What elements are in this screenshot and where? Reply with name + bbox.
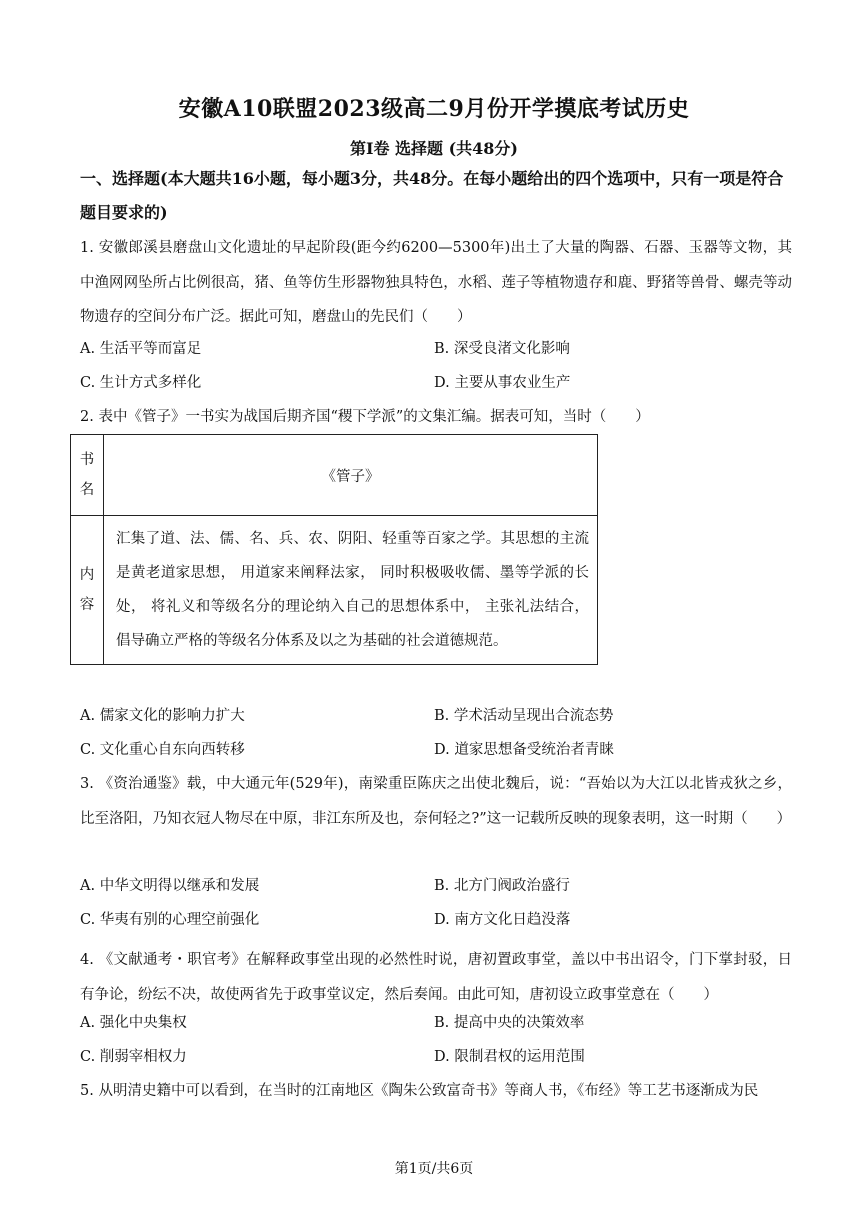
content-cell: 汇集了道、法、儒、名、兵、农、阴阳、轻重等百家之学。其思想的主流是黄老道家思想， 用道家来阐释法家， 同时积极吸收儒、墨等学派的长处， 将礼义和等级名分的理论纳入自己的思想体系中， 主张礼法结合， 倡导确立严格的等级名分体系及以之为基础的社会道德规范。	[104, 516, 598, 665]
q4-option-d: D. 限制君权的运用范围	[434, 1049, 585, 1065]
content-header-cell	[71, 516, 104, 665]
q3-option-c: C. 华夷有别的心理空前强化	[80, 912, 260, 928]
q1-stem: 1. 安徽郎溪县磨盘山文化遗址的早起阶段(距今约6200—5300年)出土了大量的陶器、石器、玉器等文物，其中渔网网坠所占比例很高，猪、鱼等仿生形器物独具特色，水稻、莲子等植物遗存和鹿、野猪等兽骨、螺壳等动物遗存的空间分布广泛。据此可知，磨盘山的先民们（ ）	[80, 240, 792, 325]
q4-stem: 4. 《文献通考・职官考》在解释政事堂出现的必然性时说，唐初置政事堂，盖以中书出诏令，门下掌封驳，日有争论，纷纭不决，故使两省先于政事堂议定，然后奏闻。由此可知，唐初设立政事堂意在（ ）	[80, 952, 792, 1003]
content-header-char-1: 内	[79, 567, 95, 583]
content-header-char-2: 容	[79, 597, 95, 613]
q1-option-b: B. 深受良渚文化影响	[434, 341, 570, 357]
exam-title: 安徽A10联盟2023级高二9月份开学摸底考试历史	[178, 96, 690, 122]
q3-stem: 3. 《资治通鉴》载，中大通元年(529年)，南梁重臣陈庆之出使北魏后，说：“吾始以为大江以北皆戎狄之乡，比至洛阳，乃知衣冠人物尽在中原，非江东所及也，奈何轻之?”这一记载所反映的现象表明，这一时期（ ）	[80, 776, 792, 827]
q4-option-c: C. 削弱宰相权力	[80, 1049, 187, 1065]
q2-option-d: D. 道家思想备受统治者青睐	[434, 742, 614, 758]
q1-option-d: D. 主要从事农业生产	[434, 375, 571, 391]
q2-option-a: A. 儒家文化的影响力扩大	[80, 708, 245, 724]
q2-option-c: C. 文化重心自东向西转移	[80, 742, 245, 758]
book-header-char-1: 书	[79, 452, 95, 468]
q2-option-b: B. 学术活动呈现出合流态势	[434, 708, 614, 724]
guanzi-table	[70, 434, 598, 665]
section-heading: 一、选择题(本大题共16小题，每小题3分，共48分。在每小题给出的四个选项中，只有一项是符合题目要求的)	[80, 169, 784, 222]
q1-option-c: C. 生计方式多样化	[80, 375, 202, 391]
part-subtitle: 第Ⅰ卷 选择题 (共48分)	[349, 139, 519, 158]
table-row-book	[71, 435, 598, 516]
table-row-content	[71, 516, 598, 665]
q1-option-a: A. 生活平等而富足	[80, 341, 202, 357]
book-name-cell: 《管子》	[104, 435, 598, 516]
q5-stem: 5. 从明清史籍中可以看到，在当时的江南地区《陶朱公致富奇书》等商人书，《布经》等工艺书逐渐成为民	[80, 1083, 759, 1099]
book-header-char-2: 名	[79, 482, 95, 498]
q3-option-a: A. 中华文明得以继承和发展	[80, 878, 260, 894]
q4-option-a: A. 强化中央集权	[80, 1015, 187, 1031]
page-footer: 第1页/共6页	[394, 1161, 474, 1177]
q2-stem: 2. 表中《管子》一书实为战国后期齐国“稷下学派”的文集汇编。据表可知，当时（ ）	[80, 409, 650, 425]
q3-option-b: B. 北方门阀政治盛行	[434, 878, 570, 894]
q4-option-b: B. 提高中央的决策效率	[434, 1015, 585, 1031]
q3-option-d: D. 南方文化日趋没落	[434, 912, 571, 928]
book-header-cell	[71, 435, 104, 516]
